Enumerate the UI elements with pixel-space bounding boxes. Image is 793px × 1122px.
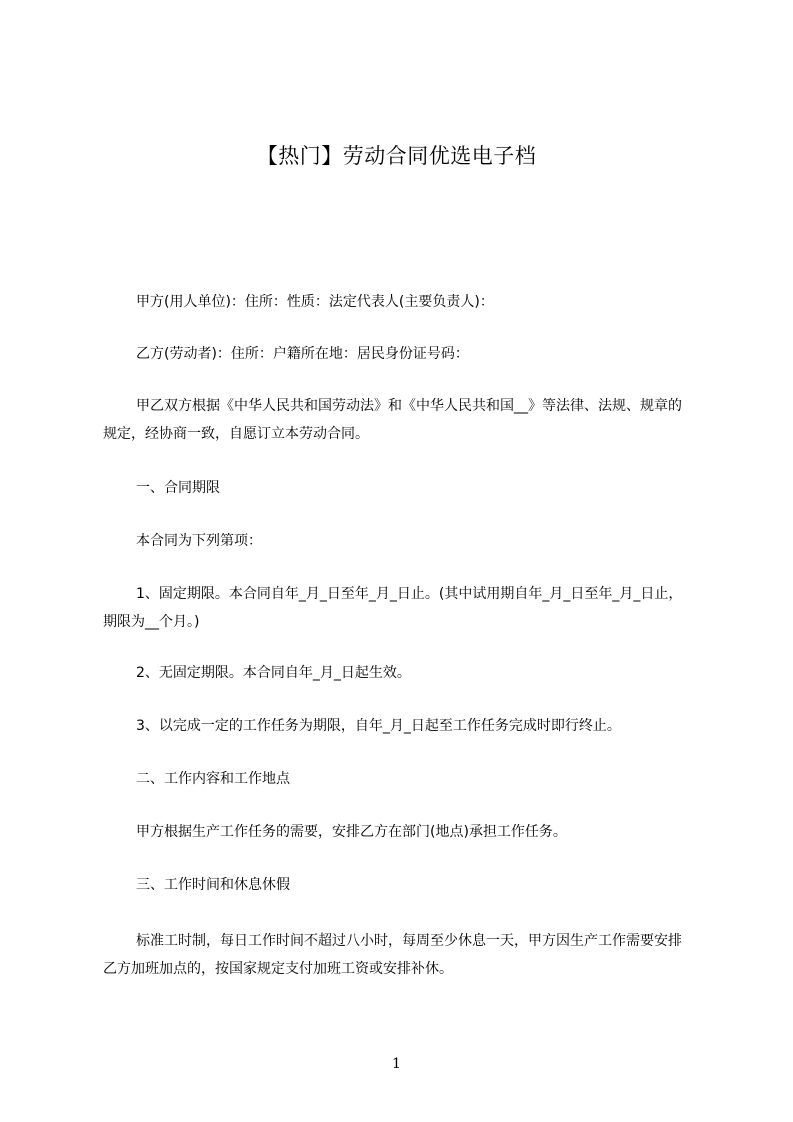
- section-heading-work-content: 二、工作内容和工作地点: [136, 771, 290, 787]
- section-heading-working-hours: 三、工作时间和休息休假: [136, 877, 290, 893]
- work-assignment-clause: 甲方根据生产工作任务的需要，安排乙方在部门(地点)承担工作任务。: [136, 824, 567, 840]
- contract-preamble: 甲乙双方根据《中华人民共和国劳动法》和《中华人民共和国__》等法律、法规、规章的规定，经协商一致，自愿订立本劳动合同。: [103, 398, 682, 442]
- task-based-term-clause: 3、以完成一定的工作任务为期限，自年_月_日起至工作任务完成时即行终止。: [136, 718, 621, 734]
- standard-hours-clause: 标准工时制，每日工作时间不超过八小时，每周至少休息一天，甲方因生产工作需要安排乙方加班加点的，按国家规定支付加班工资或安排补休。: [103, 933, 682, 977]
- party-a-info: 甲方(用人单位)：住所：性质：法定代表人(主要负责人)：: [136, 294, 494, 310]
- contract-term-option-prompt: 本合同为下列第项：: [136, 533, 262, 549]
- indefinite-term-clause: 2、无固定期限。本合同自年_月_日起生效。: [136, 665, 411, 681]
- party-b-info: 乙方(劳动者)：住所：户籍所在地：居民身份证号码：: [136, 346, 469, 362]
- fixed-term-clause: 1、固定期限。本合同自年_月_日至年_月_日止。(其中试用期自年_月_日至年_月_日止，期限为__个月。): [103, 586, 683, 630]
- page-number: 1: [392, 1056, 401, 1072]
- document-title: 【热门】劳动合同优选电子档: [256, 144, 537, 168]
- section-heading-contract-term: 一、合同期限: [136, 480, 220, 496]
